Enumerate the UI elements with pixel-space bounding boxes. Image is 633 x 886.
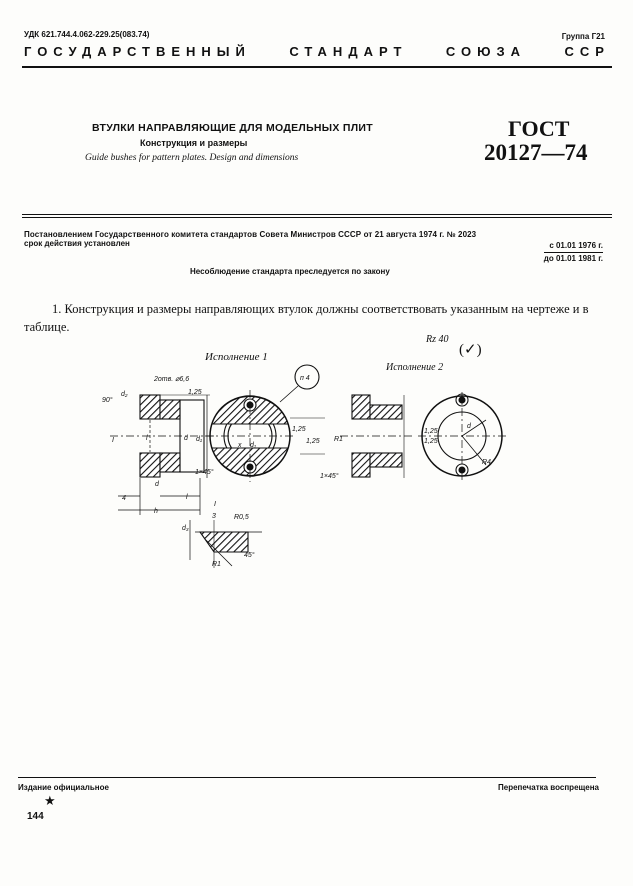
dim-4: 4 (122, 495, 126, 502)
decree-line-1: Постановлением Государственного комитета стандартов Совета Министров СССР от 21 августа 1974 г. № 2023 (24, 230, 477, 239)
banner-word: СОЮЗА (445, 44, 527, 59)
banner-word: ССР (564, 44, 610, 59)
detail-frac-bottom: 3 (212, 513, 216, 520)
d-right-dim: d (467, 423, 471, 430)
dia-d-dim: d (155, 481, 159, 488)
udk-code: УДК 621.744.4.062-229.25(083.74) (24, 30, 150, 39)
dimension-lines (118, 478, 200, 560)
gost-label: ГОСТ (508, 116, 570, 141)
r1-c: R1 (212, 561, 221, 568)
d3-dim: d₃ (182, 525, 189, 532)
effective-to: до 01.01 1981 г. (543, 254, 603, 263)
variant-1-label: Исполнение 1 (205, 351, 268, 363)
d-dim: d (184, 435, 188, 442)
holes-dim: 2отв. ⌀6,6 (154, 376, 190, 383)
banner-word: ГОСУДАРСТВЕННЫЙ (24, 44, 251, 59)
dim-125-e: 1,25 (424, 438, 438, 445)
r1-a: R1 (334, 436, 343, 443)
document-title: ВТУЛКИ НАПРАВЛЯЮЩИЕ ДЛЯ МОДЕЛЬНЫХ ПЛИТ (92, 122, 373, 134)
page-number: 144 (27, 811, 44, 822)
paragraph-1: 1. Конструкция и размеры направляющих втулок должны соответствовать указанным на чертеже и в таблице. (24, 302, 589, 334)
chamfer-2: 1×45° (320, 473, 339, 480)
banner-word: СТАНДАРТ (289, 44, 408, 59)
footer-official: Издание официальное (18, 783, 109, 792)
dim-125-a: 1,25 (188, 389, 202, 396)
l-dim-left: l (146, 435, 148, 442)
d1-dim: d₁ (196, 436, 203, 443)
r4-dim: R4 (482, 459, 491, 466)
section-mark-I: I (112, 437, 114, 444)
variant-2-plan (418, 392, 506, 482)
roughness-mark: (✓) (459, 342, 482, 358)
angle-45-dim: 45° (244, 552, 255, 559)
law-notice: Несоблюдение стандарта преследуется по закону (190, 267, 390, 276)
gost-number: 20127—74 (484, 140, 588, 165)
star-icon: ★ (44, 793, 56, 808)
decree-line-2: срок действия установлен (24, 239, 130, 248)
document-title-english: Guide bushes for pattern plates. Design and dimensions (85, 153, 299, 163)
group-code: Группа Г21 (561, 32, 605, 41)
d1b-dim: d₁ (250, 442, 257, 449)
dim-h: h (154, 508, 158, 515)
dim-125-d: 1,25 (424, 428, 438, 435)
d2-dim: d₂ (121, 391, 128, 398)
note-n4: п 4 (300, 375, 310, 382)
dim-125-c: 1,25 (306, 438, 320, 445)
detail-I (195, 520, 262, 568)
angle-90-dim: 90° (102, 397, 113, 404)
footer-rule (18, 777, 596, 778)
footer-reprint: Перепечатка воспрещена (498, 783, 599, 792)
document-subtitle: Конструкция и размеры (140, 138, 248, 148)
dim-125-b: 1,25 (292, 426, 306, 433)
roughness-label: Rz 40 (426, 334, 449, 345)
variant-2-label: Исполнение 2 (386, 362, 444, 373)
r05-dim: R0,5 (234, 514, 249, 521)
variant-1-plan (205, 365, 325, 482)
variant-2-section (340, 395, 412, 478)
chamfer-1: 1×45° (195, 469, 214, 476)
effective-from: с 01.01 1976 г. (549, 241, 603, 250)
detail-frac-top: I (214, 501, 216, 508)
x-dim: x (238, 442, 242, 449)
dim-l: l (186, 494, 188, 501)
